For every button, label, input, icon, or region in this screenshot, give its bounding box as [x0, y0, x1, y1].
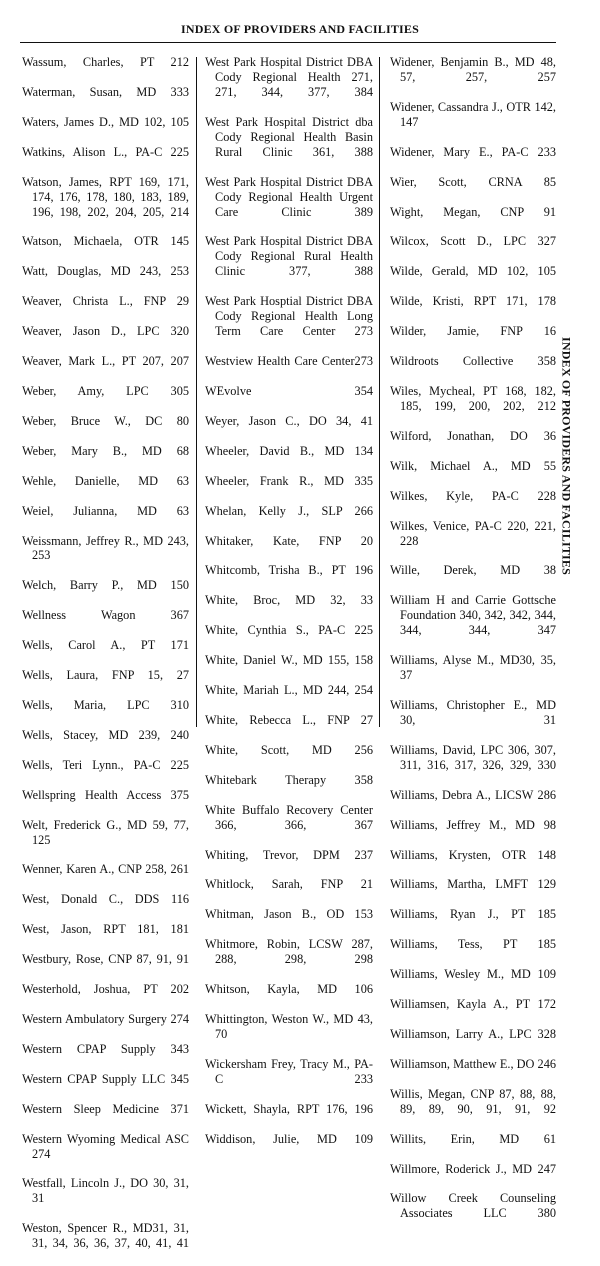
page-header-title: INDEX OF PROVIDERS AND FACILITIES — [181, 22, 419, 36]
index-entry: WEvolve 354 — [205, 383, 373, 398]
index-entry: Wellspring Health Access 375 — [22, 787, 189, 802]
index-entry: Willits, Erin, MD 61 — [390, 1131, 556, 1146]
index-entry: Widener, Benjamin B., MD 48, 57, 257, 257 — [390, 55, 556, 84]
index-entry: Weiel, Julianna, MD 63 — [22, 503, 189, 518]
index-entry: Willow Creek Counseling Associates LLC 380 — [390, 1191, 556, 1221]
index-entry: White, Broc, MD 32, 33 — [205, 593, 373, 608]
index-entry: Wells, Maria, LPC 310 — [22, 697, 189, 712]
index-entry: Wickett, Shayla, RPT 176, 196 — [205, 1101, 373, 1116]
index-entry: Wheeler, Frank R., MD 335 — [205, 473, 373, 488]
index-entry: Western Ambulatory Surgery 274 — [22, 1012, 189, 1026]
index-entry: Wildroots Collective 358 — [390, 354, 556, 369]
index-entry: Waters, James D., MD 102, 105 — [22, 114, 189, 129]
index-entry: Williams, Wesley M., MD 109 — [390, 967, 556, 982]
index-entry: Whelan, Kelly J., SLP 266 — [205, 503, 373, 518]
index-entry: Weston, Spencer R., MD31, 31, 31, 34, 36, 36, 37, 40, 41, 41 — [22, 1221, 189, 1251]
index-entry: Watkins, Alison L., PA-C 225 — [22, 144, 189, 159]
index-entry: Whitcomb, Trisha B., PT 196 — [205, 563, 373, 578]
index-entry: Western CPAP Supply LLC 345 — [22, 1071, 189, 1086]
index-entry: Weaver, Jason D., LPC 320 — [22, 324, 189, 339]
index-entry: Whitlock, Sarah, FNP 21 — [205, 877, 373, 892]
index-entry: Williams, Christopher E., MD 30, 31 — [390, 697, 556, 727]
index-entry: Westbury, Rose, CNP 87, 91, 91 — [22, 952, 189, 967]
index-entry: Western Sleep Medicine 371 — [22, 1101, 189, 1116]
index-column-3 — [390, 55, 556, 1236]
index-entry: Wille, Derek, MD 38 — [390, 563, 556, 578]
index-entry: Williams, Jeffrey M., MD 98 — [390, 817, 556, 832]
index-column-2 — [205, 55, 373, 1162]
index-entry: Williams, Debra A., LICSW 286 — [390, 787, 556, 802]
index-entry: Wilkes, Venice, PA-C 220, 221, 228 — [390, 518, 556, 548]
index-entry: Wells, Stacey, MD 239, 240 — [22, 727, 189, 742]
index-entry: Wiles, Mycheal, PT 168, 182, 185, 199, 200, 202, 212 — [390, 383, 556, 413]
index-entry: Westfall, Lincoln J., DO 30, 31, 31 — [22, 1176, 189, 1206]
side-running-title: INDEX OF PROVIDERS AND FACILITIES — [559, 337, 574, 575]
index-entry: Westerhold, Joshua, PT 202 — [22, 982, 189, 997]
index-entry: West Park Hospital District DBA Cody Regional Rural Health Clinic 377, 388 — [205, 234, 373, 279]
index-entry: Widener, Cassandra J., OTR 142, 147 — [390, 99, 556, 129]
index-entry: Weber, Bruce W., DC 80 — [22, 413, 189, 428]
index-entry: West Park Hospital District DBA Cody Regional Health 271, 271, 344, 377, 384 — [205, 55, 373, 99]
index-entry: Whitebark Therapy 358 — [205, 772, 373, 787]
index-entry: Westview Health Care Center273 — [205, 354, 373, 369]
index-entry: White Buffalo Recovery Center 366, 366, 367 — [205, 802, 373, 832]
column-divider-1 — [196, 57, 197, 727]
index-entry: Whitson, Kayla, MD 106 — [205, 982, 373, 997]
index-entry: Williamsen, Kayla A., PT 172 — [390, 997, 556, 1012]
index-entry: Wight, Megan, CNP 91 — [390, 204, 556, 219]
index-entry: Widdison, Julie, MD 109 — [205, 1131, 373, 1146]
index-entry: Watson, Michaela, OTR 145 — [22, 234, 189, 249]
index-entry: Willis, Megan, CNP 87, 88, 88, 89, 89, 90, 91, 91, 92 — [390, 1086, 556, 1116]
index-entry: William H and Carrie Gottsche Foundation 340, 342, 342, 344, 344, 344, 347 — [390, 593, 556, 638]
index-entry: Weaver, Christa L., FNP 29 — [22, 294, 189, 309]
index-entry: Wilde, Kristi, RPT 171, 178 — [390, 294, 556, 309]
index-entry: Weissmann, Jeffrey R., MD 243, 253 — [22, 533, 189, 563]
index-entry: White, Rebecca L., FNP 27 — [205, 712, 373, 727]
index-entry: Welt, Frederick G., MD 59, 77, 125 — [22, 817, 189, 847]
index-entry: Watt, Douglas, MD 243, 253 — [22, 264, 189, 279]
index-entry: Western CPAP Supply 343 — [22, 1041, 189, 1056]
index-entry: Weber, Mary B., MD 68 — [22, 443, 189, 458]
header-rule — [20, 42, 556, 43]
index-entry: Whitaker, Kate, FNP 20 — [205, 533, 373, 548]
index-entry: Western Wyoming Medical ASC 274 — [22, 1131, 189, 1161]
index-entry: Wilk, Michael A., MD 55 — [390, 458, 556, 473]
index-entry: West, Donald C., DDS 116 — [22, 892, 189, 907]
index-entry: Wilcox, Scott D., LPC 327 — [390, 234, 556, 249]
index-entry: Whitman, Jason B., OD 153 — [205, 907, 373, 922]
index-entry: Williamson, Matthew E., DO 246 — [390, 1056, 556, 1071]
index-entry: Wells, Carol A., PT 171 — [22, 638, 189, 653]
index-entry: West Park Hospital District dba Cody Regional Health Basin Rural Clinic 361, 388 — [205, 114, 373, 159]
index-entry: White, Mariah L., MD 244, 254 — [205, 683, 373, 698]
index-entry: Wilkes, Kyle, PA-C 228 — [390, 488, 556, 503]
index-entry: West, Jason, RPT 181, 181 — [22, 922, 189, 937]
index-entry: White, Scott, MD 256 — [205, 742, 373, 757]
index-entry: Weyer, Jason C., DO 34, 41 — [205, 413, 373, 428]
index-entry: Wehle, Danielle, MD 63 — [22, 473, 189, 488]
index-entry: Watson, James, RPT 169, 171, 174, 176, 178, 180, 183, 189, 196, 198, 202, 204, 205, 214 — [22, 174, 189, 219]
index-entry: Wassum, Charles, PT 212 — [22, 55, 189, 69]
index-entry: White, Daniel W., MD 155, 158 — [205, 653, 373, 668]
index-entry: Willmore, Roderick J., MD 247 — [390, 1161, 556, 1176]
index-entry: White, Cynthia S., PA-C 225 — [205, 623, 373, 638]
index-entry: Weber, Amy, LPC 305 — [22, 383, 189, 398]
index-entry: West Park Hospital District DBA Cody Regional Health Urgent Care Clinic 389 — [205, 174, 373, 219]
index-entry: Whittington, Weston W., MD 43, 70 — [205, 1012, 373, 1041]
index-entry: Whiting, Trevor, DPM 237 — [205, 847, 373, 862]
index-entry: Williams, David, LPC 306, 307, 311, 316, 317, 326, 329, 330 — [390, 742, 556, 772]
index-entry: Widener, Mary E., PA-C 233 — [390, 144, 556, 159]
index-entry: Williams, Ryan J., PT 185 — [390, 907, 556, 922]
index-entry: Wickersham Frey, Tracy M., PA-C 233 — [205, 1056, 373, 1086]
column-divider-2 — [379, 57, 380, 727]
index-entry: Waterman, Susan, MD 333 — [22, 84, 189, 99]
index-entry: Wells, Laura, FNP 15, 27 — [22, 668, 189, 683]
index-entry: Welch, Barry P., MD 150 — [22, 578, 189, 593]
index-entry: Weaver, Mark L., PT 207, 207 — [22, 354, 189, 369]
index-entry: Wheeler, David B., MD 134 — [205, 443, 373, 458]
index-entry: Wenner, Karen A., CNP 258, 261 — [22, 862, 189, 877]
index-entry: Williamson, Larry A., LPC 328 — [390, 1026, 556, 1041]
index-entry: Wier, Scott, CRNA 85 — [390, 174, 556, 189]
index-entry: Williams, Tess, PT 185 — [390, 937, 556, 952]
index-entry: Williams, Krysten, OTR 148 — [390, 847, 556, 862]
index-entry: Whitmore, Robin, LCSW 287, 288, 298, 298 — [205, 937, 373, 967]
index-entry: Wilde, Gerald, MD 102, 105 — [390, 264, 556, 279]
index-entry: Wilder, Jamie, FNP 16 — [390, 324, 556, 339]
index-entry: Wilford, Jonathan, DO 36 — [390, 428, 556, 443]
index-entry: Williams, Alyse M., MD30, 35, 37 — [390, 653, 556, 683]
index-entry: West Park Hosptial District DBA Cody Regional Health Long Term Care Center 273 — [205, 294, 373, 339]
index-entry: Wellness Wagon 367 — [22, 608, 189, 623]
index-entry: Wells, Teri Lynn., PA-C 225 — [22, 757, 189, 772]
index-column-1 — [22, 55, 189, 1266]
index-entry: Williams, Martha, LMFT 129 — [390, 877, 556, 892]
